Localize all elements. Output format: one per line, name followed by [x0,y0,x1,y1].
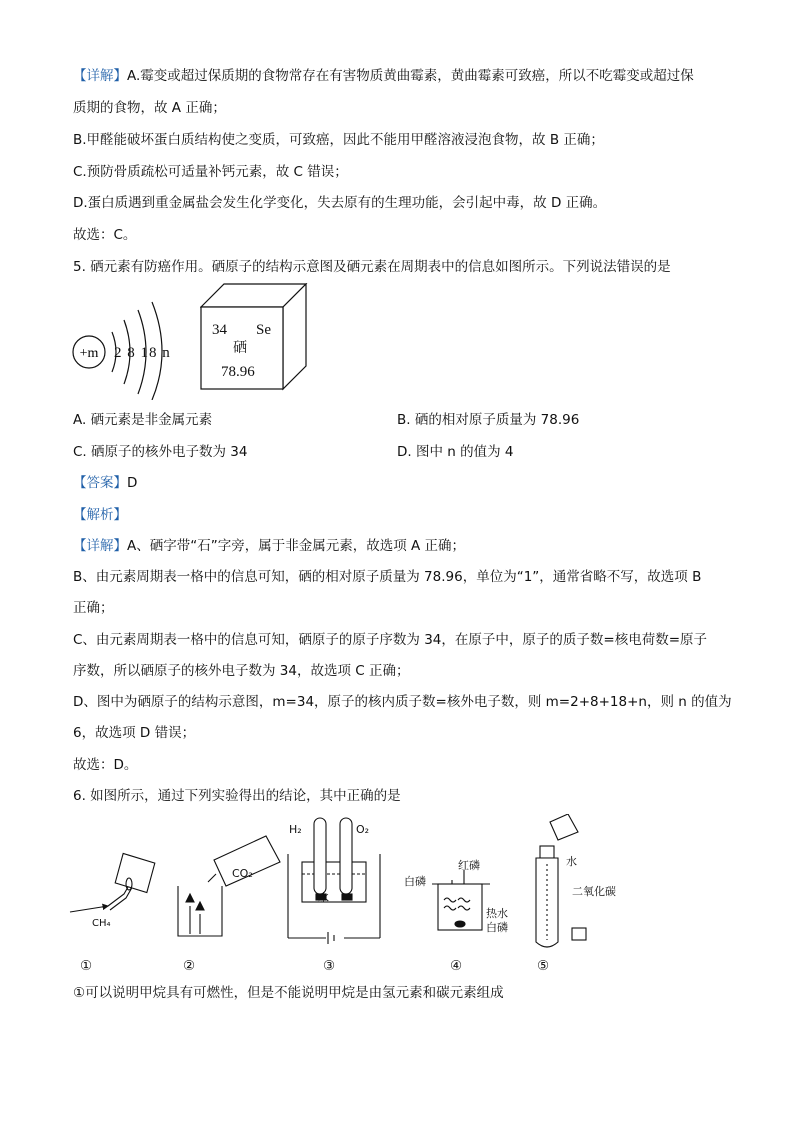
q4-detail-line-a2: 质期的食物，故 A 正确； [73,100,226,116]
detail-tag: 【详解】 [73,538,127,554]
experiment-number-2: ② [183,958,196,974]
experiment-5-bottle [536,814,586,947]
q4-detail-line-b: B.甲醛能破坏蛋白质结构使之变质，可致癌，因此不能用甲醛溶液浸泡食物，故 B 正确； [73,132,604,148]
label-o2: O₂ [356,823,370,836]
q5-option-a: A. 硒元素是非金属元素 [73,412,213,428]
q5-choose: 故选：D。 [73,757,138,773]
cell-atomic-mass: 78.96 [221,364,255,380]
q5-detail-a-text: A、硒字带“石”字旁，属于非金属元素，故选项 A 正确； [127,538,466,554]
q5-detail-d2: 6，故选项 D 错误； [73,725,196,741]
q5-analysis-tag: 【解析】 [73,507,127,523]
q5-detail-a [73,536,465,556]
q4-choose: 故选：C。 [73,227,137,243]
atom-shell-electrons: 2 8 18 n [114,345,171,361]
q5-answer-line [73,473,137,493]
label-water-5: 水 [566,855,577,868]
label-ch4: CH₄ [92,918,111,929]
label-co2: CO₂ [232,867,253,880]
label-carbon-dioxide: 二氧化碳 [572,885,616,898]
label-white-phosphorus-bottom: 白磷 [486,921,508,934]
q6-statement-1: ①可以说明甲烷具有可燃性，但是不能说明甲烷是由氢元素和碳元素组成 [73,985,504,1001]
cell-atomic-number: 34 [212,322,227,338]
q5-detail-b1: B、由元素周期表一格中的信息可知，硒的相对原子质量为 78.96，单位为“1”，通常省略不写，故选项 B [73,569,702,585]
label-hot-water: 热水 [486,907,508,920]
experiment-number-1: ① [80,958,93,974]
experiment-1-methane [70,849,159,912]
q6-stem: 6. 如图所示，通过下列实验得出的结论，其中正确的是 [73,788,401,804]
q5-detail-c1: C、由元素周期表一格中的信息可知，硒原子的原子序数为 34，在原子中，原子的质子数=核电荷数=原子 [73,632,708,648]
q4-detail-a1-text: A.霉变或超过保质期的食物常存在有害物质黄曲霉素，黄曲霉素可致癌，所以不吃霉变或超过保 [127,68,694,84]
experiment-2-co2 [178,836,280,936]
detail-tag: 【详解】 [73,68,127,84]
nucleus-label: +m [79,346,99,361]
q5-answer: D [127,475,138,491]
experiment-number-3: ③ [323,958,336,974]
q5-option-d: D. 图中 n 的值为 4 [397,444,514,460]
q5-stem: 5. 硒元素有防癌作用。硒原子的结构示意图及硒元素在周期表中的信息如图所示。下列说法错误的是 [73,259,671,275]
experiment-number-4: ④ [450,958,463,974]
q4-detail-line-d: D.蛋白质遇到重金属盐会发生化学变化，失去原有的生理功能，会引起中毒，故 D 正确。 [73,195,607,211]
experiment-4-phosphorus [432,870,490,930]
q5-detail-b2: 正确； [73,600,114,616]
cell-element-name: 硒 [233,340,247,356]
answer-tag: 【答案】 [73,475,127,491]
q5-detail-c2: 序数，所以硒原子的核外电子数为 34，故选项 C 正确； [73,663,410,679]
q6-experiment-figure [66,814,626,974]
q5-option-c: C. 硒原子的核外电子数为 34 [73,444,248,460]
q5-option-b: B. 硒的相对原子质量为 78.96 [397,412,580,428]
label-red-phosphorus: 红磷 [458,859,480,872]
q4-detail-line-c: C.预防骨质疏松可适量补钙元素，故 C 错误； [73,164,348,180]
cell-symbol: Se [256,322,271,338]
label-h2: H₂ [289,823,302,836]
label-white-phosphorus-left: 白磷 [404,875,426,888]
q4-detail-line-a1 [73,66,694,86]
experiment-number-5: ⑤ [537,958,550,974]
label-water: 水 [318,891,329,904]
q5-detail-d1: D、图中为硒原子的结构示意图，m=34，原子的核内质子数=核外电子数，则 m=2+8+18+n，则 n 的值为 [73,694,732,710]
